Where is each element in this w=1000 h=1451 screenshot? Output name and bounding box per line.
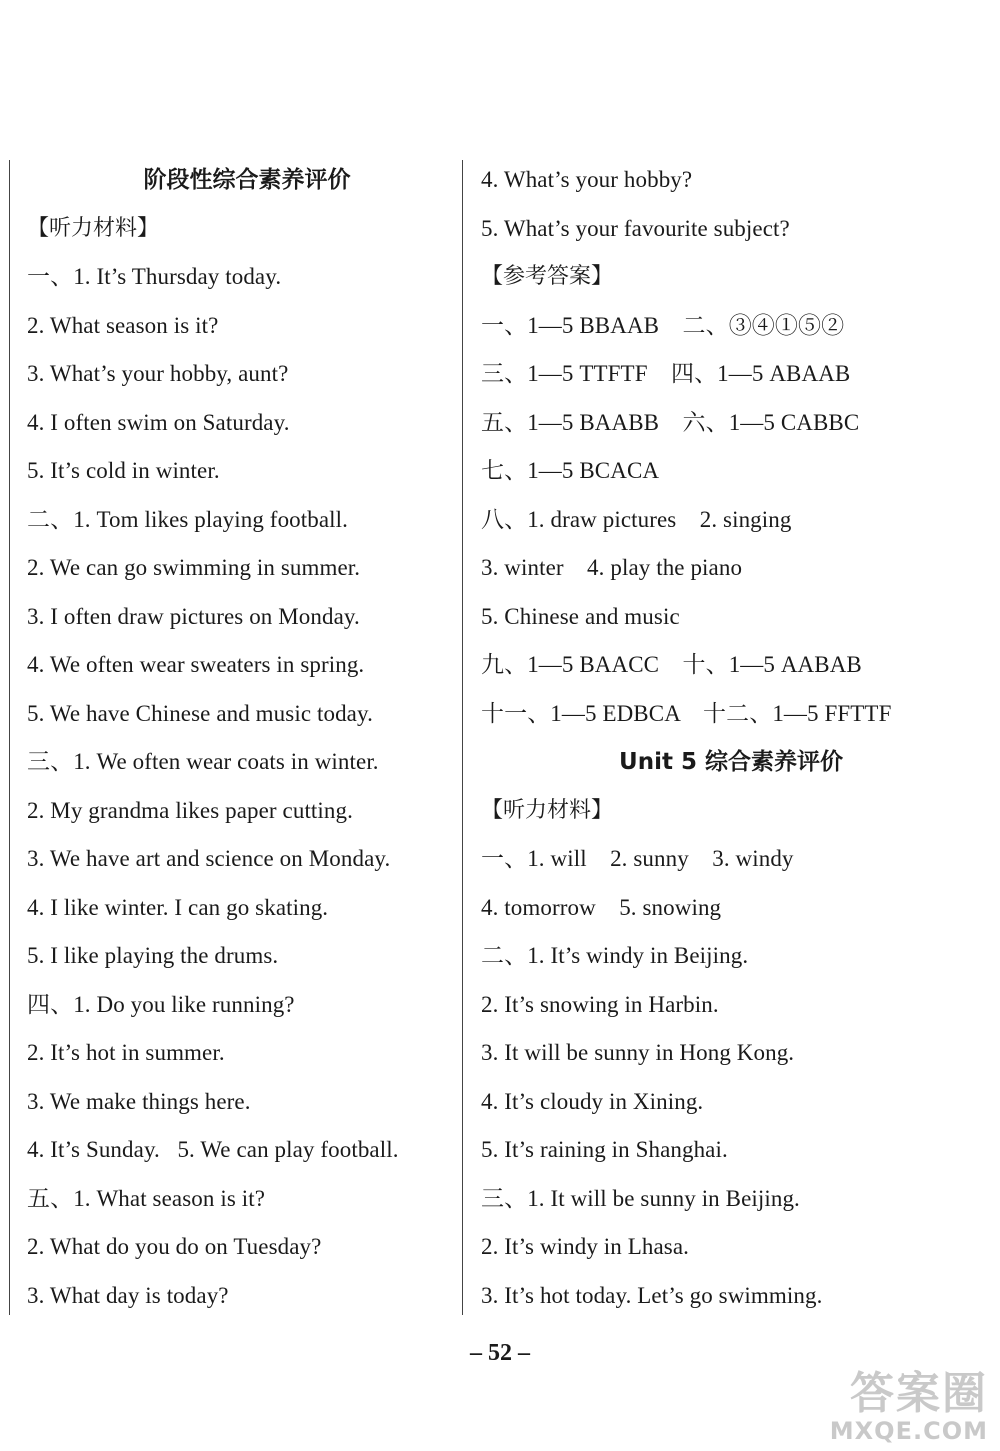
watermark-url: MXQE.COM [829, 1417, 988, 1445]
right-column [481, 156, 981, 1320]
listening-material-label: 【听力材料】 [27, 215, 160, 241]
text-line: 2. My grandma likes paper cutting. [27, 797, 353, 823]
text-line: 二、1. Tom likes playing football. [27, 506, 348, 532]
listening-lines [27, 253, 457, 1320]
text-line: 4. tomorrow 5. snowing [481, 894, 722, 920]
text-line: 3. winter 4. play the piano [481, 555, 743, 580]
text-line: 2. It’s windy in Lhasa. [481, 1234, 689, 1259]
text-line: 3. It’s hot today. Let’s go swimming. [481, 1282, 823, 1308]
text-line: 2. It’s snowing in Harbin. [481, 991, 719, 1017]
text-line: 5. It’s cold in winter. [27, 458, 220, 483]
section-heading: 阶段性综合素养评价 [143, 167, 351, 193]
text-line: 4. I often swim on Saturday. [27, 409, 290, 435]
text-line: 5. What’s your favourite subject? [481, 215, 790, 241]
text-line: 4. I like winter. I can go skating. [27, 894, 329, 920]
left-column [27, 156, 457, 1320]
listening-lines [481, 835, 981, 1320]
page-number: – 52 – [470, 1340, 530, 1366]
text-line: 五、1. What season is it? [27, 1185, 266, 1211]
text-line: 十一、1—5 EDBCA 十二、1—5 FFTTF [481, 700, 892, 726]
text-line: 5. I like playing the drums. [27, 943, 279, 968]
text-line: 二、1. It’s windy in Beijing. [481, 943, 749, 968]
text-line: 一、1—5 BBAAB 二、③④①⑤② [481, 312, 845, 338]
watermark-logo [788, 1357, 988, 1447]
text-line: 5. Chinese and music [481, 603, 680, 629]
text-line: 3. What’s your hobby, aunt? [27, 361, 289, 386]
text-line: 九、1—5 BAACC 十、1—5 AABAB [481, 652, 862, 677]
text-line: 2. We can go swimming in summer. [27, 555, 361, 580]
text-line: 3. We have art and science on Monday. [27, 846, 391, 871]
left-margin-rule [9, 160, 10, 1315]
text-line: 3. We make things here. [27, 1088, 251, 1114]
text-line: 三、1—5 TTFTF 四、1—5 ABAAB [481, 361, 851, 386]
text-line: 五、1—5 BAABB 六、1—5 CABBC [481, 409, 860, 435]
text-line: 2. What season is it? [27, 312, 219, 338]
text-line: 四、1. Do you like running? [27, 991, 295, 1017]
text-line: 三、1. We often wear coats in winter. [27, 749, 379, 774]
text-line: 三、1. It will be sunny in Beijing. [481, 1185, 800, 1211]
watermark-text: 答案圈 [850, 1368, 988, 1419]
text-line: 3. It will be sunny in Hong Kong. [481, 1040, 795, 1065]
text-line: 2. It’s hot in summer. [27, 1040, 225, 1065]
text-line: 八、1. draw pictures 2. singing [481, 506, 792, 532]
text-line: 4. We often wear sweaters in spring. [27, 652, 365, 677]
listening-lines-continued [481, 156, 981, 253]
text-line: 5. It’s raining in Shanghai. [481, 1137, 728, 1162]
text-line: 七、1—5 BCACA [481, 458, 660, 483]
answer-key-label: 【参考答案】 [481, 264, 614, 289]
text-line: 3. What day is today? [27, 1282, 229, 1308]
text-line: 一、1. will 2. sunny 3. windy [481, 846, 794, 871]
text-line: 4. It’s cloudy in Xining. [481, 1088, 704, 1114]
text-line: 4. What’s your hobby? [481, 167, 693, 192]
text-line: 一、1. It’s Thursday today. [27, 264, 282, 289]
text-line: 4. It’s Sunday. 5. We can play football. [27, 1137, 399, 1162]
text-line: 3. I often draw pictures on Monday. [27, 603, 360, 629]
answer-key-lines [481, 302, 981, 739]
text-line: 2. What do you do on Tuesday? [27, 1234, 322, 1259]
column-divider [462, 160, 463, 1315]
unit-heading: Unit 5 综合素养评价 [619, 749, 843, 775]
listening-material-label: 【听力材料】 [481, 797, 614, 823]
text-line: 5. We have Chinese and music today. [27, 700, 373, 726]
